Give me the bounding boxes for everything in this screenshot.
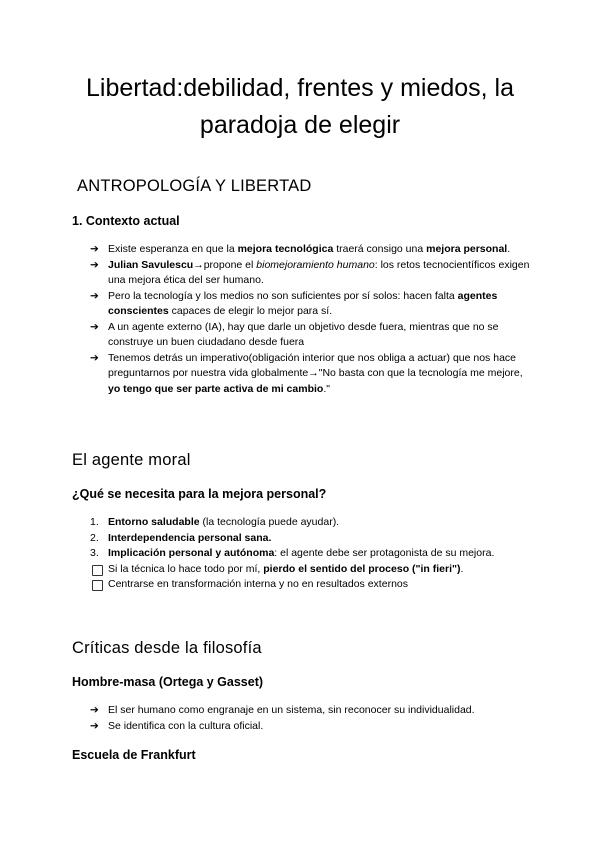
arrow-icon: ➔ (90, 258, 99, 271)
checklist-item (90, 577, 530, 593)
heading-antropologia: ANTROPOLOGÍA Y LIBERTAD (77, 177, 312, 195)
heading-contexto-actual: 1. Contexto actual (72, 214, 180, 228)
bold-text: mejora tecnológica (237, 243, 334, 255)
arrow-icon: ➔ (90, 320, 99, 333)
text: : el agente debe ser protagonista de su mejora. (274, 547, 495, 559)
heading-escuela-frankfurt: Escuela de Frankfurt (72, 748, 196, 762)
bold-text: mejora personal (426, 243, 508, 255)
list-item (90, 531, 530, 547)
heading-criticas: Críticas desde la filosofía (72, 639, 262, 657)
text: Se identifica con la cultura oficial. (108, 719, 264, 732)
page-title (40, 70, 560, 144)
checkbox[interactable] (92, 580, 103, 591)
list-item (90, 703, 530, 719)
checkbox[interactable] (92, 565, 103, 576)
arrow-icon: ➔ (90, 351, 99, 364)
list-item (90, 258, 530, 289)
list-item (90, 515, 530, 531)
agente-list (90, 515, 530, 593)
heading-que-se-necesita: ¿Qué se necesita para la mejora personal? (72, 487, 327, 501)
arrow-icon: ➔ (90, 719, 99, 732)
heading-agente-moral: El agente moral (72, 451, 191, 469)
list-item (90, 546, 530, 562)
hombre-list (90, 703, 530, 734)
text: Centrarse en transformación interna y no en resultados externos (108, 578, 408, 590)
text: Existe esperanza en que la (108, 243, 238, 255)
list-item (90, 320, 530, 351)
text: ." (323, 382, 330, 395)
bold-text: Entorno saludable (108, 516, 200, 528)
list-item (90, 242, 530, 258)
contexto-list (90, 242, 530, 397)
list-item (90, 351, 530, 398)
arrow-icon: ➔ (90, 289, 99, 302)
bold-text: pierdo el sentido del proceso ("in fieri") (263, 562, 461, 575)
text: capaces de elegir lo mejor para sí. (168, 305, 333, 317)
list-item (90, 289, 530, 320)
title-line-1: Libertad:debilidad, frentes y miedos, la (85, 74, 515, 102)
bold-text: Interdependencia personal sana. (108, 531, 272, 544)
text: . (460, 562, 464, 575)
text: : los retos tecnocientíficos exigen una mejora ética del ser humano. (108, 258, 530, 286)
italic-text: biomejoramiento humano (256, 258, 375, 271)
text: A un agente externo (IA), hay que darle un objetivo desde fuera, mientras que no se construye un buen ciudadano desde fuera (108, 320, 499, 348)
text: traerá consigo una (333, 243, 427, 255)
bold-text: Julian Savulescu (108, 258, 194, 271)
text: (la tecnología puede ayudar). (199, 516, 340, 528)
text: Tenemos detrás un imperativo(obligación interior que nos obliga a actuar) que nos hace preguntarnos por nuestra vida globalmente→"No basta con que la tecnología me mejore, (108, 351, 523, 379)
list-item (90, 719, 530, 735)
list-number: 3. (90, 547, 99, 559)
bold-text: agentes conscientes (108, 289, 498, 317)
arrow-icon: ➔ (90, 243, 99, 255)
text: →propone el (193, 258, 257, 271)
bold-text: Implicación personal y autónoma (108, 547, 275, 559)
title-line-2: paradoja de elegir (199, 111, 401, 139)
text: . (507, 243, 511, 255)
text: Si la técnica lo hace todo por mí, (108, 562, 264, 575)
list-number: 2. (90, 531, 99, 544)
heading-hombre-masa: Hombre-masa (Ortega y Gasset) (72, 675, 264, 689)
list-number: 1. (90, 516, 99, 528)
text: El ser humano como engranaje en un sistema, sin reconocer su individualidad. (108, 704, 475, 716)
text: Pero la tecnología y los medios no son suficientes por sí solos: hacen falta (108, 289, 458, 302)
bold-text: yo tengo que ser parte activa de mi cambio (108, 382, 324, 395)
arrow-icon: ➔ (90, 704, 99, 716)
checklist-item (90, 562, 530, 578)
